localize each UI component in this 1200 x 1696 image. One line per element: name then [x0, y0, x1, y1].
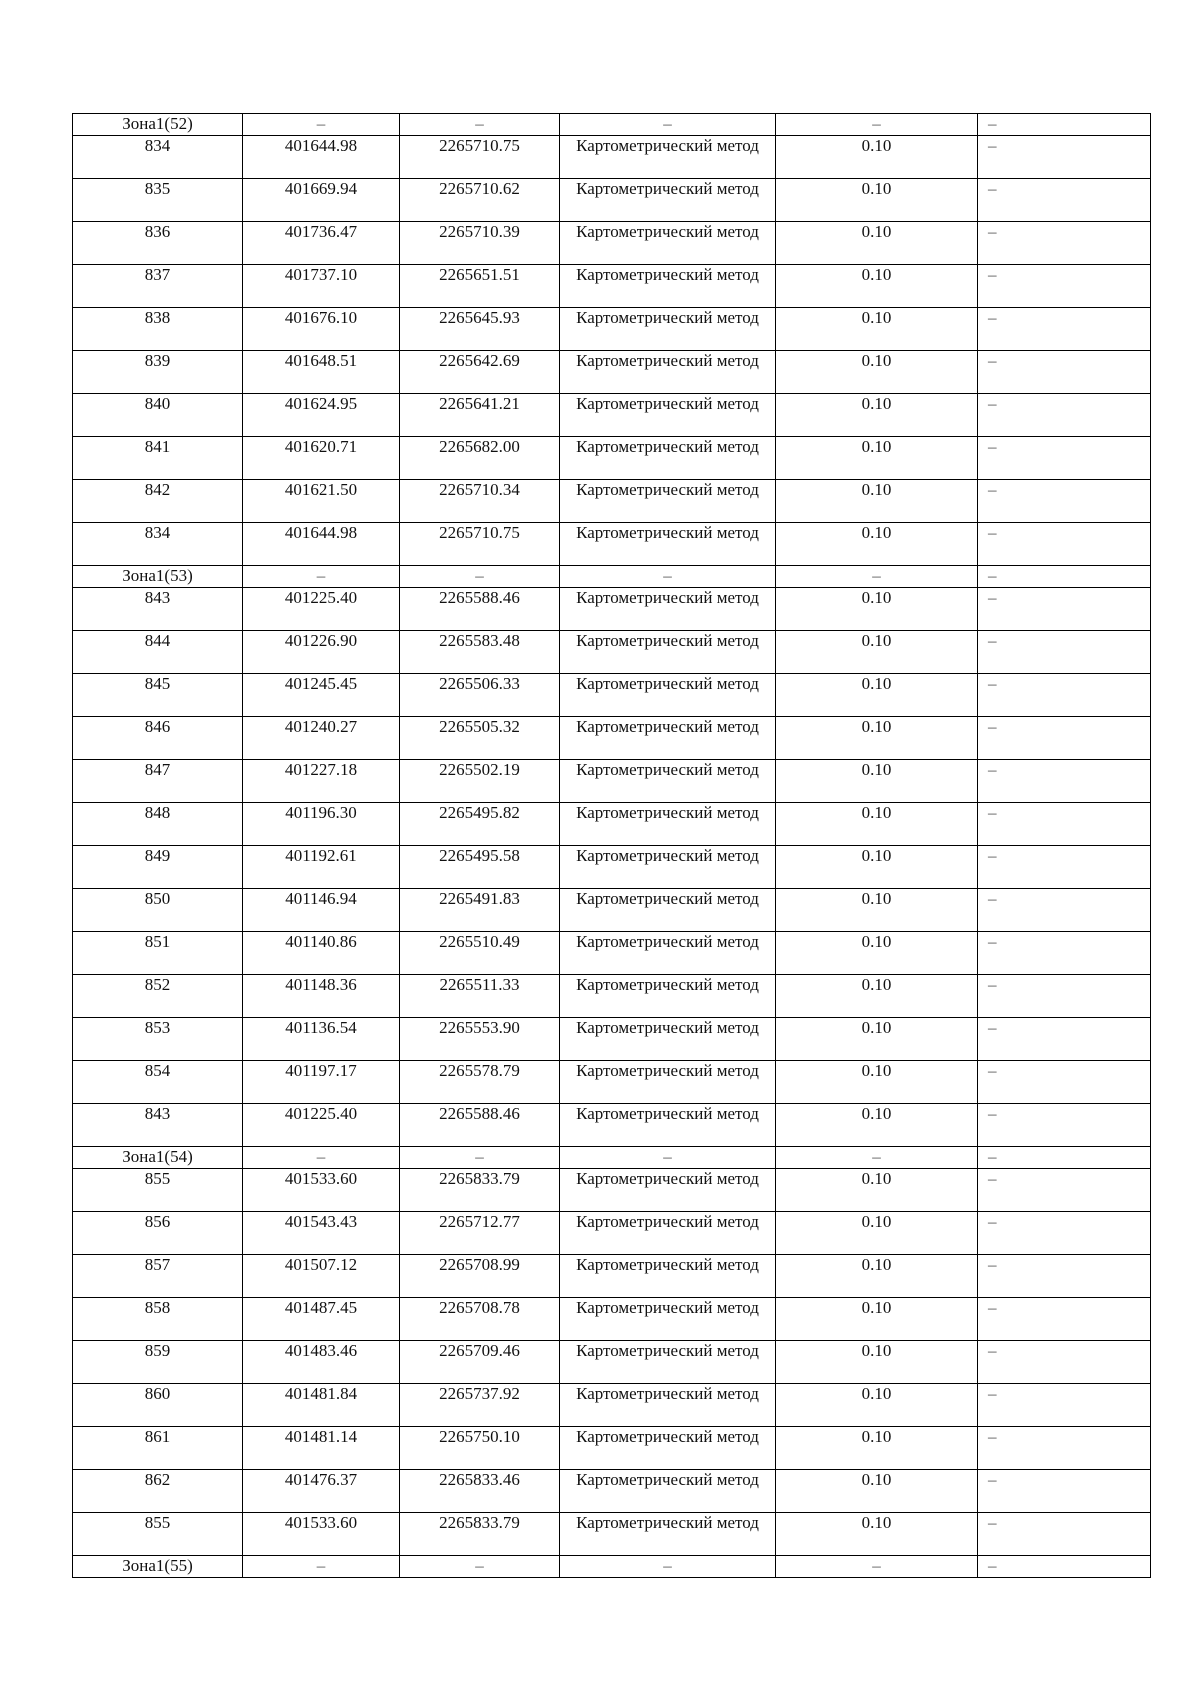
- accuracy-cell: 0.10: [776, 179, 978, 222]
- point-number-cell: 856: [73, 1212, 243, 1255]
- zone-header-row: [73, 114, 1151, 136]
- method-cell: –: [560, 1147, 776, 1169]
- method-cell: Картометрический метод: [560, 674, 776, 717]
- x-coordinate-cell: 401543.43: [243, 1212, 400, 1255]
- x-coordinate-cell: 401624.95: [243, 394, 400, 437]
- x-coordinate-cell: 401197.17: [243, 1061, 400, 1104]
- y-coordinate-cell: 2265495.58: [400, 846, 560, 889]
- x-coordinate-cell: 401192.61: [243, 846, 400, 889]
- y-coordinate-cell: 2265710.75: [400, 136, 560, 179]
- accuracy-cell: 0.10: [776, 1061, 978, 1104]
- method-cell: Картометрический метод: [560, 631, 776, 674]
- accuracy-cell: 0.10: [776, 975, 978, 1018]
- table-row: [73, 1470, 1151, 1513]
- accuracy-cell: –: [776, 566, 978, 588]
- y-coordinate-cell: 2265712.77: [400, 1212, 560, 1255]
- y-coordinate-cell: 2265833.46: [400, 1470, 560, 1513]
- x-coordinate-cell: 401676.10: [243, 308, 400, 351]
- y-coordinate-cell: 2265491.83: [400, 889, 560, 932]
- table-row: [73, 523, 1151, 566]
- method-cell: –: [560, 1556, 776, 1578]
- method-cell: Картометрический метод: [560, 308, 776, 351]
- point-number-cell: 843: [73, 1104, 243, 1147]
- table-row: [73, 308, 1151, 351]
- y-coordinate-cell: –: [400, 114, 560, 136]
- method-cell: Картометрический метод: [560, 351, 776, 394]
- description-cell: –: [978, 1018, 1151, 1061]
- coordinates-table: [72, 113, 1151, 1578]
- method-cell: Картометрический метод: [560, 717, 776, 760]
- point-number-cell: 843: [73, 588, 243, 631]
- table-row: [73, 674, 1151, 717]
- y-coordinate-cell: 2265510.49: [400, 932, 560, 975]
- zone-header-row: [73, 1556, 1151, 1578]
- method-cell: Картометрический метод: [560, 760, 776, 803]
- method-cell: Картометрический метод: [560, 1255, 776, 1298]
- table-row: [73, 975, 1151, 1018]
- y-coordinate-cell: 2265495.82: [400, 803, 560, 846]
- accuracy-cell: 0.10: [776, 1470, 978, 1513]
- table-row: [73, 588, 1151, 631]
- description-cell: –: [978, 1212, 1151, 1255]
- method-cell: Картометрический метод: [560, 179, 776, 222]
- point-number-cell: 835: [73, 179, 243, 222]
- method-cell: Картометрический метод: [560, 1513, 776, 1556]
- coordinates-sheet: [72, 113, 1150, 1578]
- description-cell: –: [978, 932, 1151, 975]
- method-cell: Картометрический метод: [560, 1018, 776, 1061]
- description-cell: –: [978, 566, 1151, 588]
- point-number-cell: 862: [73, 1470, 243, 1513]
- description-cell: –: [978, 351, 1151, 394]
- accuracy-cell: 0.10: [776, 1104, 978, 1147]
- description-cell: –: [978, 1298, 1151, 1341]
- table-row: [73, 1341, 1151, 1384]
- method-cell: Картометрический метод: [560, 1470, 776, 1513]
- description-cell: –: [978, 846, 1151, 889]
- x-coordinate-cell: 401648.51: [243, 351, 400, 394]
- accuracy-cell: 0.10: [776, 932, 978, 975]
- table-row: [73, 1061, 1151, 1104]
- table-row: [73, 1104, 1151, 1147]
- table-row: [73, 932, 1151, 975]
- accuracy-cell: 0.10: [776, 437, 978, 480]
- table-row: [73, 1255, 1151, 1298]
- table-row: [73, 631, 1151, 674]
- point-number-cell: 848: [73, 803, 243, 846]
- table-row: [73, 1169, 1151, 1212]
- y-coordinate-cell: 2265553.90: [400, 1018, 560, 1061]
- description-cell: –: [978, 523, 1151, 566]
- y-coordinate-cell: 2265588.46: [400, 1104, 560, 1147]
- y-coordinate-cell: 2265502.19: [400, 760, 560, 803]
- x-coordinate-cell: 401225.40: [243, 1104, 400, 1147]
- table-row: [73, 889, 1151, 932]
- point-number-cell: 849: [73, 846, 243, 889]
- x-coordinate-cell: 401227.18: [243, 760, 400, 803]
- coordinates-table-body: [73, 114, 1151, 1578]
- zone-name-cell: Зона1(55): [73, 1556, 243, 1578]
- description-cell: –: [978, 1255, 1151, 1298]
- zone-name-cell: Зона1(52): [73, 114, 243, 136]
- x-coordinate-cell: 401245.45: [243, 674, 400, 717]
- x-coordinate-cell: 401507.12: [243, 1255, 400, 1298]
- zone-name-cell: Зона1(53): [73, 566, 243, 588]
- accuracy-cell: 0.10: [776, 394, 978, 437]
- description-cell: –: [978, 114, 1151, 136]
- table-row: [73, 394, 1151, 437]
- point-number-cell: 834: [73, 523, 243, 566]
- description-cell: –: [978, 674, 1151, 717]
- point-number-cell: 838: [73, 308, 243, 351]
- accuracy-cell: 0.10: [776, 1427, 978, 1470]
- description-cell: –: [978, 1104, 1151, 1147]
- accuracy-cell: 0.10: [776, 846, 978, 889]
- accuracy-cell: 0.10: [776, 136, 978, 179]
- x-coordinate-cell: –: [243, 1147, 400, 1169]
- y-coordinate-cell: 2265708.78: [400, 1298, 560, 1341]
- accuracy-cell: 0.10: [776, 588, 978, 631]
- point-number-cell: 852: [73, 975, 243, 1018]
- x-coordinate-cell: 401533.60: [243, 1513, 400, 1556]
- table-row: [73, 1513, 1151, 1556]
- x-coordinate-cell: 401669.94: [243, 179, 400, 222]
- description-cell: –: [978, 222, 1151, 265]
- accuracy-cell: 0.10: [776, 1169, 978, 1212]
- accuracy-cell: 0.10: [776, 1255, 978, 1298]
- point-number-cell: 841: [73, 437, 243, 480]
- description-cell: –: [978, 889, 1151, 932]
- zone-name-cell: Зона1(54): [73, 1147, 243, 1169]
- description-cell: –: [978, 803, 1151, 846]
- point-number-cell: 837: [73, 265, 243, 308]
- x-coordinate-cell: 401240.27: [243, 717, 400, 760]
- x-coordinate-cell: 401225.40: [243, 588, 400, 631]
- method-cell: Картометрический метод: [560, 523, 776, 566]
- description-cell: –: [978, 760, 1151, 803]
- description-cell: –: [978, 1147, 1151, 1169]
- description-cell: –: [978, 1341, 1151, 1384]
- method-cell: Картометрический метод: [560, 1298, 776, 1341]
- accuracy-cell: 0.10: [776, 1513, 978, 1556]
- x-coordinate-cell: 401148.36: [243, 975, 400, 1018]
- y-coordinate-cell: –: [400, 1147, 560, 1169]
- method-cell: Картометрический метод: [560, 1169, 776, 1212]
- y-coordinate-cell: 2265645.93: [400, 308, 560, 351]
- point-number-cell: 850: [73, 889, 243, 932]
- y-coordinate-cell: –: [400, 1556, 560, 1578]
- method-cell: Картометрический метод: [560, 932, 776, 975]
- x-coordinate-cell: 401736.47: [243, 222, 400, 265]
- point-number-cell: 855: [73, 1513, 243, 1556]
- accuracy-cell: 0.10: [776, 222, 978, 265]
- method-cell: Картометрический метод: [560, 437, 776, 480]
- accuracy-cell: –: [776, 114, 978, 136]
- y-coordinate-cell: 2265588.46: [400, 588, 560, 631]
- y-coordinate-cell: 2265578.79: [400, 1061, 560, 1104]
- table-row: [73, 1384, 1151, 1427]
- x-coordinate-cell: 401476.37: [243, 1470, 400, 1513]
- point-number-cell: 853: [73, 1018, 243, 1061]
- table-row: [73, 846, 1151, 889]
- y-coordinate-cell: 2265710.62: [400, 179, 560, 222]
- x-coordinate-cell: 401644.98: [243, 136, 400, 179]
- description-cell: –: [978, 1556, 1151, 1578]
- x-coordinate-cell: 401487.45: [243, 1298, 400, 1341]
- point-number-cell: 834: [73, 136, 243, 179]
- table-row: [73, 351, 1151, 394]
- y-coordinate-cell: 2265651.51: [400, 265, 560, 308]
- description-cell: –: [978, 1384, 1151, 1427]
- method-cell: Картометрический метод: [560, 1427, 776, 1470]
- method-cell: Картометрический метод: [560, 846, 776, 889]
- point-number-cell: 840: [73, 394, 243, 437]
- accuracy-cell: 0.10: [776, 480, 978, 523]
- accuracy-cell: –: [776, 1556, 978, 1578]
- point-number-cell: 844: [73, 631, 243, 674]
- x-coordinate-cell: –: [243, 1556, 400, 1578]
- y-coordinate-cell: 2265511.33: [400, 975, 560, 1018]
- accuracy-cell: 0.10: [776, 523, 978, 566]
- y-coordinate-cell: 2265708.99: [400, 1255, 560, 1298]
- zone-header-row: [73, 566, 1151, 588]
- point-number-cell: 842: [73, 480, 243, 523]
- description-cell: –: [978, 1513, 1151, 1556]
- accuracy-cell: 0.10: [776, 351, 978, 394]
- point-number-cell: 858: [73, 1298, 243, 1341]
- point-number-cell: 857: [73, 1255, 243, 1298]
- method-cell: Картометрический метод: [560, 1061, 776, 1104]
- description-cell: –: [978, 588, 1151, 631]
- table-row: [73, 437, 1151, 480]
- x-coordinate-cell: 401196.30: [243, 803, 400, 846]
- point-number-cell: 854: [73, 1061, 243, 1104]
- point-number-cell: 860: [73, 1384, 243, 1427]
- accuracy-cell: 0.10: [776, 265, 978, 308]
- method-cell: Картометрический метод: [560, 265, 776, 308]
- method-cell: Картометрический метод: [560, 1384, 776, 1427]
- y-coordinate-cell: 2265682.00: [400, 437, 560, 480]
- point-number-cell: 836: [73, 222, 243, 265]
- y-coordinate-cell: 2265709.46: [400, 1341, 560, 1384]
- x-coordinate-cell: 401620.71: [243, 437, 400, 480]
- point-number-cell: 861: [73, 1427, 243, 1470]
- table-row: [73, 760, 1151, 803]
- table-row: [73, 717, 1151, 760]
- accuracy-cell: 0.10: [776, 1341, 978, 1384]
- point-number-cell: 845: [73, 674, 243, 717]
- method-cell: Картометрический метод: [560, 480, 776, 523]
- description-cell: –: [978, 975, 1151, 1018]
- point-number-cell: 846: [73, 717, 243, 760]
- y-coordinate-cell: 2265833.79: [400, 1169, 560, 1212]
- description-cell: –: [978, 265, 1151, 308]
- table-row: [73, 179, 1151, 222]
- table-row: [73, 1212, 1151, 1255]
- accuracy-cell: 0.10: [776, 889, 978, 932]
- description-cell: –: [978, 1470, 1151, 1513]
- y-coordinate-cell: –: [400, 566, 560, 588]
- accuracy-cell: 0.10: [776, 674, 978, 717]
- description-cell: –: [978, 1169, 1151, 1212]
- method-cell: –: [560, 566, 776, 588]
- y-coordinate-cell: 2265583.48: [400, 631, 560, 674]
- x-coordinate-cell: 401481.14: [243, 1427, 400, 1470]
- method-cell: –: [560, 114, 776, 136]
- method-cell: Картометрический метод: [560, 1341, 776, 1384]
- table-row: [73, 222, 1151, 265]
- description-cell: –: [978, 308, 1151, 351]
- x-coordinate-cell: 401140.86: [243, 932, 400, 975]
- accuracy-cell: 0.10: [776, 1298, 978, 1341]
- y-coordinate-cell: 2265750.10: [400, 1427, 560, 1470]
- description-cell: –: [978, 437, 1151, 480]
- point-number-cell: 839: [73, 351, 243, 394]
- method-cell: Картометрический метод: [560, 1104, 776, 1147]
- table-row: [73, 265, 1151, 308]
- point-number-cell: 847: [73, 760, 243, 803]
- y-coordinate-cell: 2265642.69: [400, 351, 560, 394]
- y-coordinate-cell: 2265710.39: [400, 222, 560, 265]
- table-row: [73, 1018, 1151, 1061]
- y-coordinate-cell: 2265710.75: [400, 523, 560, 566]
- x-coordinate-cell: 401737.10: [243, 265, 400, 308]
- table-row: [73, 803, 1151, 846]
- accuracy-cell: 0.10: [776, 760, 978, 803]
- x-coordinate-cell: 401621.50: [243, 480, 400, 523]
- accuracy-cell: 0.10: [776, 803, 978, 846]
- point-number-cell: 851: [73, 932, 243, 975]
- description-cell: –: [978, 480, 1151, 523]
- table-row: [73, 1298, 1151, 1341]
- point-number-cell: 859: [73, 1341, 243, 1384]
- zone-header-row: [73, 1147, 1151, 1169]
- x-coordinate-cell: –: [243, 114, 400, 136]
- y-coordinate-cell: 2265737.92: [400, 1384, 560, 1427]
- y-coordinate-cell: 2265505.32: [400, 717, 560, 760]
- method-cell: Картометрический метод: [560, 803, 776, 846]
- description-cell: –: [978, 717, 1151, 760]
- method-cell: Картометрический метод: [560, 889, 776, 932]
- x-coordinate-cell: 401481.84: [243, 1384, 400, 1427]
- y-coordinate-cell: 2265833.79: [400, 1513, 560, 1556]
- x-coordinate-cell: 401136.54: [243, 1018, 400, 1061]
- x-coordinate-cell: 401146.94: [243, 889, 400, 932]
- method-cell: Картометрический метод: [560, 394, 776, 437]
- method-cell: Картометрический метод: [560, 588, 776, 631]
- method-cell: Картометрический метод: [560, 222, 776, 265]
- x-coordinate-cell: 401644.98: [243, 523, 400, 566]
- x-coordinate-cell: –: [243, 566, 400, 588]
- accuracy-cell: 0.10: [776, 1018, 978, 1061]
- accuracy-cell: –: [776, 1147, 978, 1169]
- x-coordinate-cell: 401226.90: [243, 631, 400, 674]
- method-cell: Картометрический метод: [560, 136, 776, 179]
- y-coordinate-cell: 2265710.34: [400, 480, 560, 523]
- method-cell: Картометрический метод: [560, 1212, 776, 1255]
- x-coordinate-cell: 401533.60: [243, 1169, 400, 1212]
- description-cell: –: [978, 136, 1151, 179]
- description-cell: –: [978, 394, 1151, 437]
- accuracy-cell: 0.10: [776, 631, 978, 674]
- point-number-cell: 855: [73, 1169, 243, 1212]
- x-coordinate-cell: 401483.46: [243, 1341, 400, 1384]
- accuracy-cell: 0.10: [776, 1212, 978, 1255]
- accuracy-cell: 0.10: [776, 1384, 978, 1427]
- method-cell: Картометрический метод: [560, 975, 776, 1018]
- description-cell: –: [978, 1061, 1151, 1104]
- accuracy-cell: 0.10: [776, 308, 978, 351]
- description-cell: –: [978, 179, 1151, 222]
- y-coordinate-cell: 2265641.21: [400, 394, 560, 437]
- y-coordinate-cell: 2265506.33: [400, 674, 560, 717]
- table-row: [73, 136, 1151, 179]
- table-row: [73, 480, 1151, 523]
- description-cell: –: [978, 631, 1151, 674]
- description-cell: –: [978, 1427, 1151, 1470]
- table-row: [73, 1427, 1151, 1470]
- accuracy-cell: 0.10: [776, 717, 978, 760]
